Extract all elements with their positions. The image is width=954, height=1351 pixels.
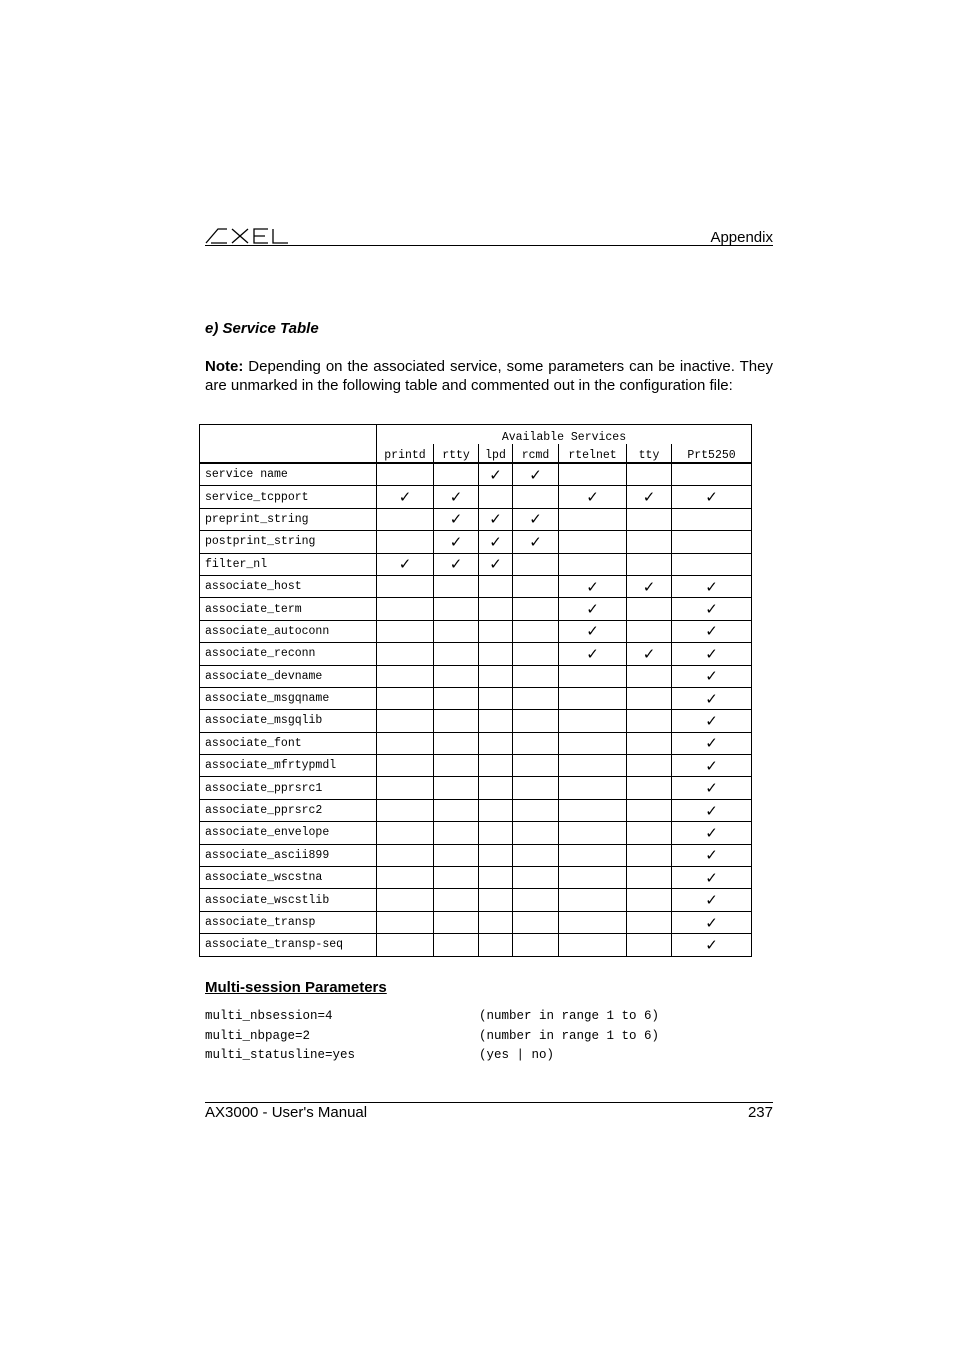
check-icon: ✓ bbox=[672, 889, 752, 911]
empty-cell bbox=[513, 665, 559, 687]
empty-cell bbox=[434, 777, 479, 799]
parameter-name: associate_wscstlib bbox=[200, 889, 377, 911]
table-row bbox=[200, 687, 752, 709]
empty-cell bbox=[434, 822, 479, 844]
check-icon: ✓ bbox=[377, 553, 434, 575]
empty-cell bbox=[434, 889, 479, 911]
table-row bbox=[200, 867, 752, 889]
column-header-rcmd: rcmd bbox=[513, 444, 559, 463]
empty-cell bbox=[559, 777, 627, 799]
check-icon: ✓ bbox=[672, 844, 752, 866]
empty-cell bbox=[513, 867, 559, 889]
empty-cell bbox=[434, 799, 479, 821]
empty-cell bbox=[434, 598, 479, 620]
empty-cell bbox=[627, 710, 672, 732]
table-row bbox=[200, 486, 752, 508]
check-icon: ✓ bbox=[672, 934, 752, 956]
empty-cell bbox=[627, 553, 672, 575]
check-icon: ✓ bbox=[672, 575, 752, 597]
empty-cell bbox=[377, 508, 434, 530]
empty-cell bbox=[559, 844, 627, 866]
check-icon: ✓ bbox=[513, 463, 559, 486]
table-row bbox=[200, 620, 752, 642]
empty-cell bbox=[434, 463, 479, 486]
empty-cell bbox=[672, 553, 752, 575]
parameter-name: associate_autoconn bbox=[200, 620, 377, 642]
empty-cell bbox=[627, 620, 672, 642]
empty-cell bbox=[627, 911, 672, 933]
empty-cell bbox=[479, 486, 513, 508]
table-row bbox=[200, 508, 752, 530]
config-comment: (yes | no) bbox=[479, 1048, 555, 1062]
check-icon: ✓ bbox=[672, 822, 752, 844]
empty-cell bbox=[377, 934, 434, 956]
check-icon: ✓ bbox=[434, 531, 479, 553]
parameter-name: associate_envelope bbox=[200, 822, 377, 844]
empty-cell bbox=[377, 867, 434, 889]
check-icon: ✓ bbox=[672, 598, 752, 620]
empty-cell bbox=[627, 867, 672, 889]
empty-cell bbox=[513, 486, 559, 508]
empty-cell bbox=[479, 822, 513, 844]
parameter-name: associate_host bbox=[200, 575, 377, 597]
check-icon: ✓ bbox=[672, 687, 752, 709]
table-row bbox=[200, 822, 752, 844]
check-icon: ✓ bbox=[672, 620, 752, 642]
table-row bbox=[200, 575, 752, 597]
column-header-rtty: rtty bbox=[434, 444, 479, 463]
axel-logo-mark bbox=[205, 226, 289, 244]
check-icon: ✓ bbox=[479, 531, 513, 553]
empty-cell bbox=[479, 755, 513, 777]
check-icon: ✓ bbox=[627, 575, 672, 597]
empty-cell bbox=[513, 598, 559, 620]
empty-cell bbox=[434, 934, 479, 956]
empty-cell bbox=[377, 732, 434, 754]
empty-cell bbox=[513, 553, 559, 575]
table-row bbox=[200, 553, 752, 575]
empty-cell bbox=[479, 867, 513, 889]
empty-cell bbox=[479, 665, 513, 687]
empty-cell bbox=[479, 575, 513, 597]
empty-cell bbox=[377, 844, 434, 866]
table-row bbox=[200, 598, 752, 620]
table-row bbox=[200, 643, 752, 665]
table-row bbox=[200, 799, 752, 821]
empty-cell bbox=[627, 687, 672, 709]
empty-cell bbox=[513, 889, 559, 911]
empty-cell bbox=[434, 844, 479, 866]
empty-cell bbox=[627, 508, 672, 530]
empty-cell bbox=[434, 710, 479, 732]
column-header-prt5250: Prt5250 bbox=[672, 444, 752, 463]
empty-cell bbox=[434, 732, 479, 754]
table-row bbox=[200, 531, 752, 553]
check-icon: ✓ bbox=[434, 553, 479, 575]
empty-cell bbox=[559, 531, 627, 553]
empty-cell bbox=[627, 844, 672, 866]
parameter-name: associate_msgqname bbox=[200, 687, 377, 709]
empty-cell bbox=[559, 463, 627, 486]
check-icon: ✓ bbox=[377, 486, 434, 508]
empty-cell bbox=[434, 575, 479, 597]
column-header-lpd: lpd bbox=[479, 444, 513, 463]
empty-cell bbox=[627, 732, 672, 754]
empty-cell bbox=[377, 643, 434, 665]
table-corner-cell bbox=[200, 425, 377, 464]
empty-cell bbox=[513, 822, 559, 844]
empty-cell bbox=[513, 844, 559, 866]
empty-cell bbox=[377, 463, 434, 486]
empty-cell bbox=[513, 620, 559, 642]
check-icon: ✓ bbox=[434, 486, 479, 508]
empty-cell bbox=[559, 665, 627, 687]
parameter-name: preprint_string bbox=[200, 508, 377, 530]
empty-cell bbox=[559, 710, 627, 732]
empty-cell bbox=[377, 687, 434, 709]
parameter-name: associate_pprsrc2 bbox=[200, 799, 377, 821]
empty-cell bbox=[479, 889, 513, 911]
empty-cell bbox=[377, 531, 434, 553]
empty-cell bbox=[479, 598, 513, 620]
empty-cell bbox=[513, 777, 559, 799]
footer-rule bbox=[205, 1102, 773, 1103]
parameter-name: associate_devname bbox=[200, 665, 377, 687]
empty-cell bbox=[627, 755, 672, 777]
empty-cell bbox=[377, 777, 434, 799]
parameter-name: associate_ascii899 bbox=[200, 844, 377, 866]
empty-cell bbox=[377, 755, 434, 777]
empty-cell bbox=[377, 620, 434, 642]
check-icon: ✓ bbox=[672, 799, 752, 821]
empty-cell bbox=[559, 687, 627, 709]
table-row bbox=[200, 755, 752, 777]
empty-cell bbox=[513, 732, 559, 754]
empty-cell bbox=[513, 799, 559, 821]
empty-cell bbox=[627, 531, 672, 553]
check-icon: ✓ bbox=[672, 486, 752, 508]
check-icon: ✓ bbox=[672, 643, 752, 665]
header-rule bbox=[205, 245, 773, 246]
empty-cell bbox=[513, 575, 559, 597]
config-key: multi_nbsession=4 bbox=[205, 1009, 333, 1023]
empty-cell bbox=[434, 665, 479, 687]
section-title: e) Service Table bbox=[205, 320, 319, 337]
empty-cell bbox=[377, 665, 434, 687]
empty-cell bbox=[559, 732, 627, 754]
header-section-label: Appendix bbox=[710, 229, 773, 246]
empty-cell bbox=[627, 934, 672, 956]
empty-cell bbox=[377, 822, 434, 844]
empty-cell bbox=[513, 643, 559, 665]
check-icon: ✓ bbox=[672, 755, 752, 777]
empty-cell bbox=[377, 911, 434, 933]
parameter-name: associate_term bbox=[200, 598, 377, 620]
table-row bbox=[200, 889, 752, 911]
page-number: 237 bbox=[747, 1104, 773, 1121]
check-icon: ✓ bbox=[672, 732, 752, 754]
check-icon: ✓ bbox=[479, 508, 513, 530]
empty-cell bbox=[434, 687, 479, 709]
empty-cell bbox=[672, 508, 752, 530]
empty-cell bbox=[434, 620, 479, 642]
empty-cell bbox=[627, 598, 672, 620]
empty-cell bbox=[434, 867, 479, 889]
check-icon: ✓ bbox=[672, 777, 752, 799]
parameter-name: associate_transp-seq bbox=[200, 934, 377, 956]
check-icon: ✓ bbox=[627, 486, 672, 508]
empty-cell bbox=[627, 799, 672, 821]
empty-cell bbox=[672, 531, 752, 553]
check-icon: ✓ bbox=[479, 463, 513, 486]
empty-cell bbox=[672, 463, 752, 486]
note-text: Depending on the associated service, some parameters can be inactive. They are unmarked in the following table and commented out in the configuration file: bbox=[205, 358, 773, 394]
config-line bbox=[205, 1029, 765, 1048]
parameter-name: filter_nl bbox=[200, 553, 377, 575]
parameter-name: associate_msgqlib bbox=[200, 710, 377, 732]
empty-cell bbox=[559, 553, 627, 575]
config-line bbox=[205, 1009, 765, 1028]
empty-cell bbox=[434, 643, 479, 665]
config-line bbox=[205, 1048, 765, 1067]
parameter-name: service name bbox=[200, 463, 377, 486]
empty-cell bbox=[479, 934, 513, 956]
note-label: Note: bbox=[205, 358, 244, 375]
table-row bbox=[200, 463, 752, 486]
table-row bbox=[200, 665, 752, 687]
config-key: multi_nbpage=2 bbox=[205, 1028, 311, 1043]
empty-cell bbox=[559, 822, 627, 844]
table-row bbox=[200, 911, 752, 933]
table-row bbox=[200, 844, 752, 866]
empty-cell bbox=[479, 799, 513, 821]
parameter-name: associate_font bbox=[200, 732, 377, 754]
column-header-tty: tty bbox=[627, 444, 672, 463]
empty-cell bbox=[377, 598, 434, 620]
empty-cell bbox=[479, 620, 513, 642]
parameter-name: associate_pprsrc1 bbox=[200, 777, 377, 799]
config-comment: (number in range 1 to 6) bbox=[479, 1009, 660, 1023]
multi-session-title: Multi-session Parameters bbox=[205, 979, 387, 996]
empty-cell bbox=[559, 867, 627, 889]
check-icon: ✓ bbox=[672, 710, 752, 732]
empty-cell bbox=[559, 934, 627, 956]
empty-cell bbox=[513, 710, 559, 732]
empty-cell bbox=[377, 575, 434, 597]
parameter-name: associate_mfrtypmdl bbox=[200, 755, 377, 777]
empty-cell bbox=[627, 889, 672, 911]
empty-cell bbox=[559, 755, 627, 777]
empty-cell bbox=[627, 665, 672, 687]
check-icon: ✓ bbox=[434, 508, 479, 530]
table-row bbox=[200, 732, 752, 754]
empty-cell bbox=[479, 710, 513, 732]
empty-cell bbox=[479, 777, 513, 799]
service-table bbox=[199, 424, 752, 957]
empty-cell bbox=[434, 755, 479, 777]
empty-cell bbox=[559, 911, 627, 933]
parameter-name: service_tcpport bbox=[200, 486, 377, 508]
empty-cell bbox=[479, 844, 513, 866]
check-icon: ✓ bbox=[513, 508, 559, 530]
empty-cell bbox=[513, 687, 559, 709]
check-icon: ✓ bbox=[672, 867, 752, 889]
table-row bbox=[200, 934, 752, 956]
empty-cell bbox=[434, 911, 479, 933]
check-icon: ✓ bbox=[559, 598, 627, 620]
check-icon: ✓ bbox=[559, 643, 627, 665]
column-header-printd: printd bbox=[377, 444, 434, 463]
parameter-name: associate_wscstna bbox=[200, 867, 377, 889]
check-icon: ✓ bbox=[627, 643, 672, 665]
check-icon: ✓ bbox=[559, 486, 627, 508]
available-services-header: Available Services bbox=[377, 425, 752, 445]
check-icon: ✓ bbox=[559, 620, 627, 642]
empty-cell bbox=[559, 889, 627, 911]
check-icon: ✓ bbox=[559, 575, 627, 597]
check-icon: ✓ bbox=[513, 531, 559, 553]
empty-cell bbox=[559, 799, 627, 821]
parameter-name: associate_transp bbox=[200, 911, 377, 933]
check-icon: ✓ bbox=[479, 553, 513, 575]
empty-cell bbox=[377, 889, 434, 911]
table-row bbox=[200, 710, 752, 732]
column-header-rtelnet: rtelnet bbox=[559, 444, 627, 463]
empty-cell bbox=[559, 508, 627, 530]
footer-manual-title: AX3000 - User's Manual bbox=[205, 1104, 368, 1121]
table-row bbox=[200, 777, 752, 799]
empty-cell bbox=[377, 799, 434, 821]
check-icon: ✓ bbox=[672, 665, 752, 687]
empty-cell bbox=[479, 643, 513, 665]
config-comment: (number in range 1 to 6) bbox=[479, 1028, 660, 1043]
empty-cell bbox=[627, 463, 672, 486]
check-icon: ✓ bbox=[672, 911, 752, 933]
parameter-name: postprint_string bbox=[200, 531, 377, 553]
empty-cell bbox=[513, 911, 559, 933]
empty-cell bbox=[513, 934, 559, 956]
empty-cell bbox=[479, 911, 513, 933]
parameter-name: associate_reconn bbox=[200, 643, 377, 665]
note-paragraph bbox=[205, 357, 773, 395]
config-key: multi_statusline=yes bbox=[205, 1048, 356, 1062]
empty-cell bbox=[377, 710, 434, 732]
empty-cell bbox=[627, 777, 672, 799]
empty-cell bbox=[513, 755, 559, 777]
empty-cell bbox=[479, 687, 513, 709]
empty-cell bbox=[627, 822, 672, 844]
empty-cell bbox=[479, 732, 513, 754]
